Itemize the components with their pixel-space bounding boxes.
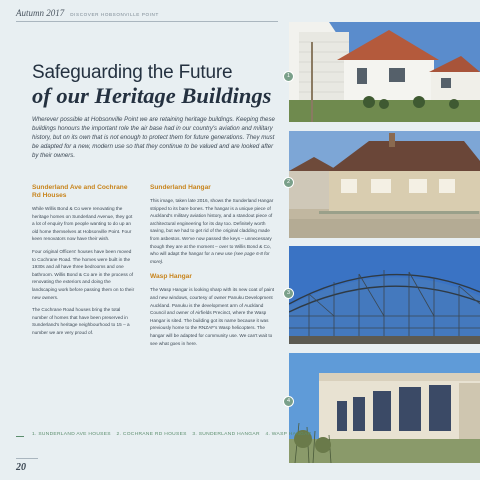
photo-badge: 3: [283, 288, 294, 299]
photo-cochrane-rd-houses: [289, 131, 480, 238]
page-title-line-2: of our Heritage Buildings: [32, 83, 272, 108]
left-heading: Sunderland Ave and Cochrane Rd Houses: [32, 184, 128, 199]
caption-item: 2. COCHRANE RD HOUSES: [116, 432, 187, 437]
issue-label: Autumn 2017: [16, 8, 65, 18]
wasp-hangar-paragraph: The Wasp Hangar is looking sharp with its new coat of paint and new windows, courtesy of owner Panuku Development Auckland. Panuku is the development arm of Auckland Council and owner of Airfields Precinct, where the Wasp Hangar is sited. The building got its name because it was previously home to the RNZAF's Wasp helicopters. The hangar will be adapted for community use. We can't wait to see what goes in here.: [150, 287, 275, 346]
intro-paragraph: Wherever possible at Hobsonville Point we are retaining heritage buildings. Keeping these buildings honours the important role the air base had in our country's aviation and military history, but on its own that is not enough to protect them for future generations. They must be adapted for a new, modern use so that they continue to be valued and are looked after by their owners.: [32, 116, 275, 159]
left-paragraph: The Cochrane Road houses bring the total number of homes that have been preserved in Sunderland's heritage neighbourhood to 15 – a number we are very proud of.: [32, 307, 130, 335]
photo-sunderland-ave-houses: [289, 22, 480, 122]
left-paragraph: While Willis Bond & Co were renovating the heritage homes on Sunderland Avenue, they got a lot of enquiry from people wanting to do up an old home themselves at Hobsonville Point. Four keen renovators now have their wish.: [32, 206, 133, 242]
left-paragraph: Four original Officers' houses have been moved to Cochrane Road. The homes were built in the 1930s and all have three bedrooms and one bathroom. Willis Bond & Co are in the process of renovating the exteriors and doing the landscaping work before passing them on to their new owners.: [32, 248, 135, 300]
photo-captions: [32, 432, 316, 437]
page-title-line-1: Safeguarding the Future: [32, 62, 233, 83]
wasp-hangar-heading: Wasp Hangar: [150, 273, 192, 281]
photo-wasp-hangar: [289, 353, 480, 463]
left-column: [32, 184, 136, 342]
sunderland-hangar-heading: Sunderland Hangar: [150, 184, 211, 191]
caption-item: 4. WASP HANGAR: [265, 432, 312, 437]
section-label: DISCOVER HOBSONVILLE POINT: [70, 12, 159, 17]
page-header: [16, 8, 159, 18]
caption-item: 1. SUNDERLAND AVE HOUSES: [32, 432, 111, 437]
photo-badge: 2: [283, 177, 294, 188]
sunderland-hangar-paragraph: [150, 197, 280, 265]
footer-divider: [16, 458, 38, 459]
caption-divider: [16, 436, 24, 437]
header-divider: [16, 21, 278, 22]
page-reference: (see page 6-8 for more).: [150, 251, 270, 264]
photo-sunderland-hangar: [289, 246, 480, 344]
page-number: 20: [16, 462, 26, 473]
caption-item: 3. SUNDERLAND HANGAR: [192, 432, 260, 437]
photo-badge: 1: [283, 71, 294, 82]
right-column: [150, 184, 280, 352]
sunderland-hangar-text: This image, taken late 2016, shows the Sunderland Hangar stripped to its bare bones. The hangar is a unique piece of Auckland's military aviation history, and a standout piece of architectural engineering for its day too. Definitely worth saving, but we had to get rid of the original cladding made from asbestos. We've now passed the keys – unnecessary though they are at the moment – over to Willis Bond & Co, who will adapt the hangar for a new use: [150, 198, 274, 257]
photo-badge: 4: [283, 396, 294, 407]
